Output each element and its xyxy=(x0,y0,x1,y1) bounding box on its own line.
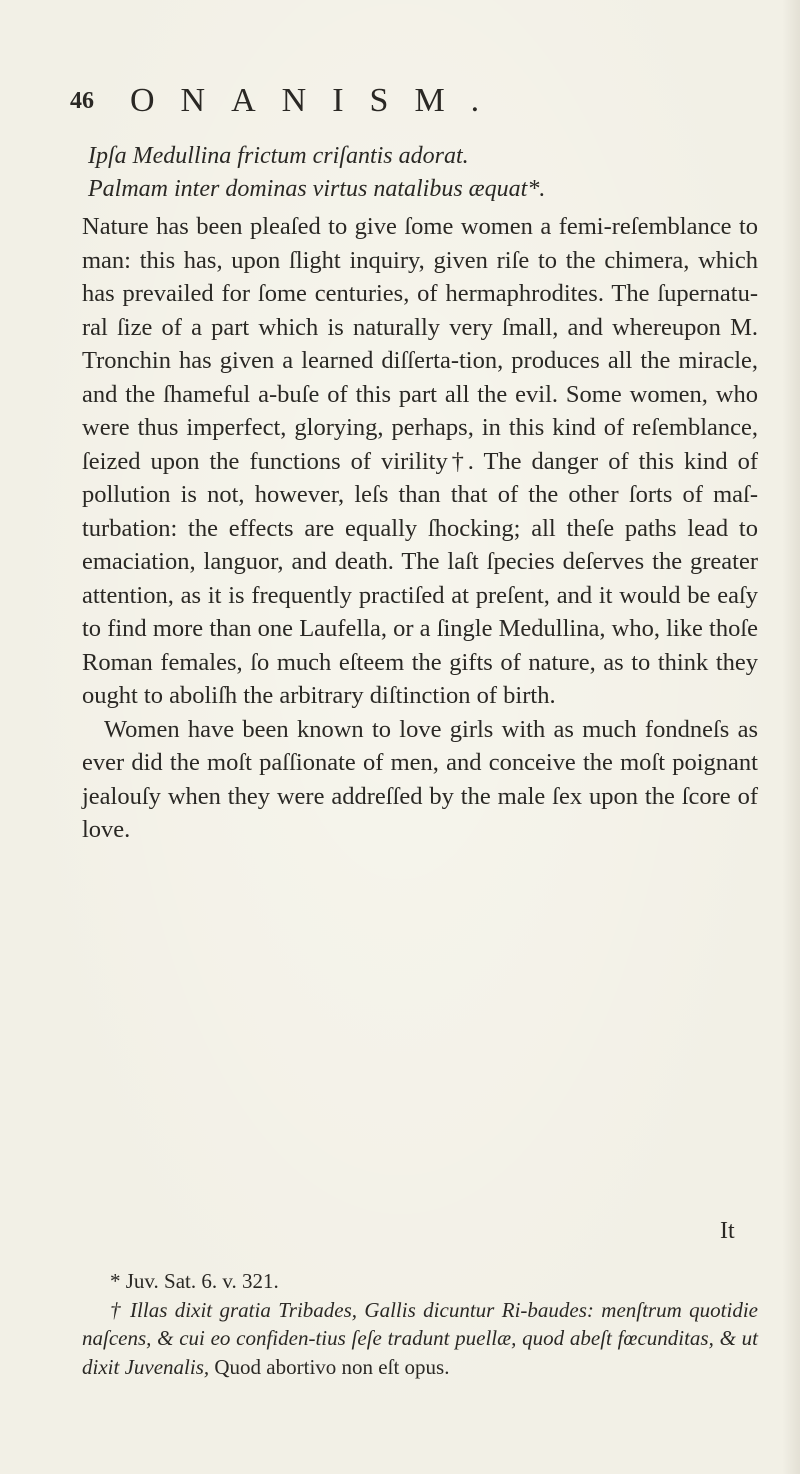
running-title: ONANISM. xyxy=(130,82,506,119)
catchword: It xyxy=(720,1218,735,1244)
epigraph-line-1: Ipſa Medullina frictum criſantis adorat. xyxy=(88,143,469,169)
page-edge-shadow xyxy=(782,0,800,1474)
footnote-2-quote: Quod abortivo non eſt opus. xyxy=(209,1354,450,1379)
epigraph-line-2: Palmam inter dominas virtus natalibus æquat*. xyxy=(88,176,546,202)
paragraph-1: Nature has been pleaſed to give ſome women a femi-reſemblance to man: this has, upon ſlight inquiry, given riſe to the chimera, which has prevailed for ſome centuries, of hermaphrodites. The ſupernatu-ral ſize of a part which is naturally very ſmall, and whereupon M. Tronchin has given a learned diſſerta-tion, produces all the miracle, and the ſhameful a-buſe of this part all the evil. Some women, who were thus imperfect, glorying, perhaps, in this kind of reſemblance, ſeized upon the functions of virility†. The danger of this kind of pollution is not, however, leſs than that of the other ſorts of maſ-turbation: the effects are equally ſhocking; all theſe paths lead to emaciation, languor, and death. The laſt ſpecies deſerves the greater attention, as it is frequently practiſed at preſent, and it would be eaſy to find more than one Laufella, or a ſingle Medullina, who, like thoſe Roman females, ſo much eſteem the gifts of nature, as to think they ought to aboliſh the arbitrary diſtinction of birth. xyxy=(82,213,758,709)
page-number: 46 xyxy=(70,88,94,114)
footnote-2-latin: † Illas dixit gratia Tribades, Gallis dicuntur Ri-baudes: menſtrum quotidie naſcens, & cui eo confiden-tius ſeſe tradunt puellæ, quod abeſt fœcunditas, & ut dixit Juvenalis, xyxy=(82,1297,758,1379)
footnote-2 xyxy=(82,1296,758,1382)
paragraph-2: Women have been known to love girls with as much fondneſs as ever did the moſt paſſionate of men, and conceive the moſt poignant jealouſy when they were addreſſed by the male ſex upon the ſcore of love. xyxy=(82,715,758,843)
page-header xyxy=(70,82,730,126)
footnotes xyxy=(82,1267,758,1381)
footnote-1: * Juv. Sat. 6. v. 321. xyxy=(110,1269,279,1293)
main-text xyxy=(82,210,758,847)
latin-epigraph xyxy=(88,140,738,206)
